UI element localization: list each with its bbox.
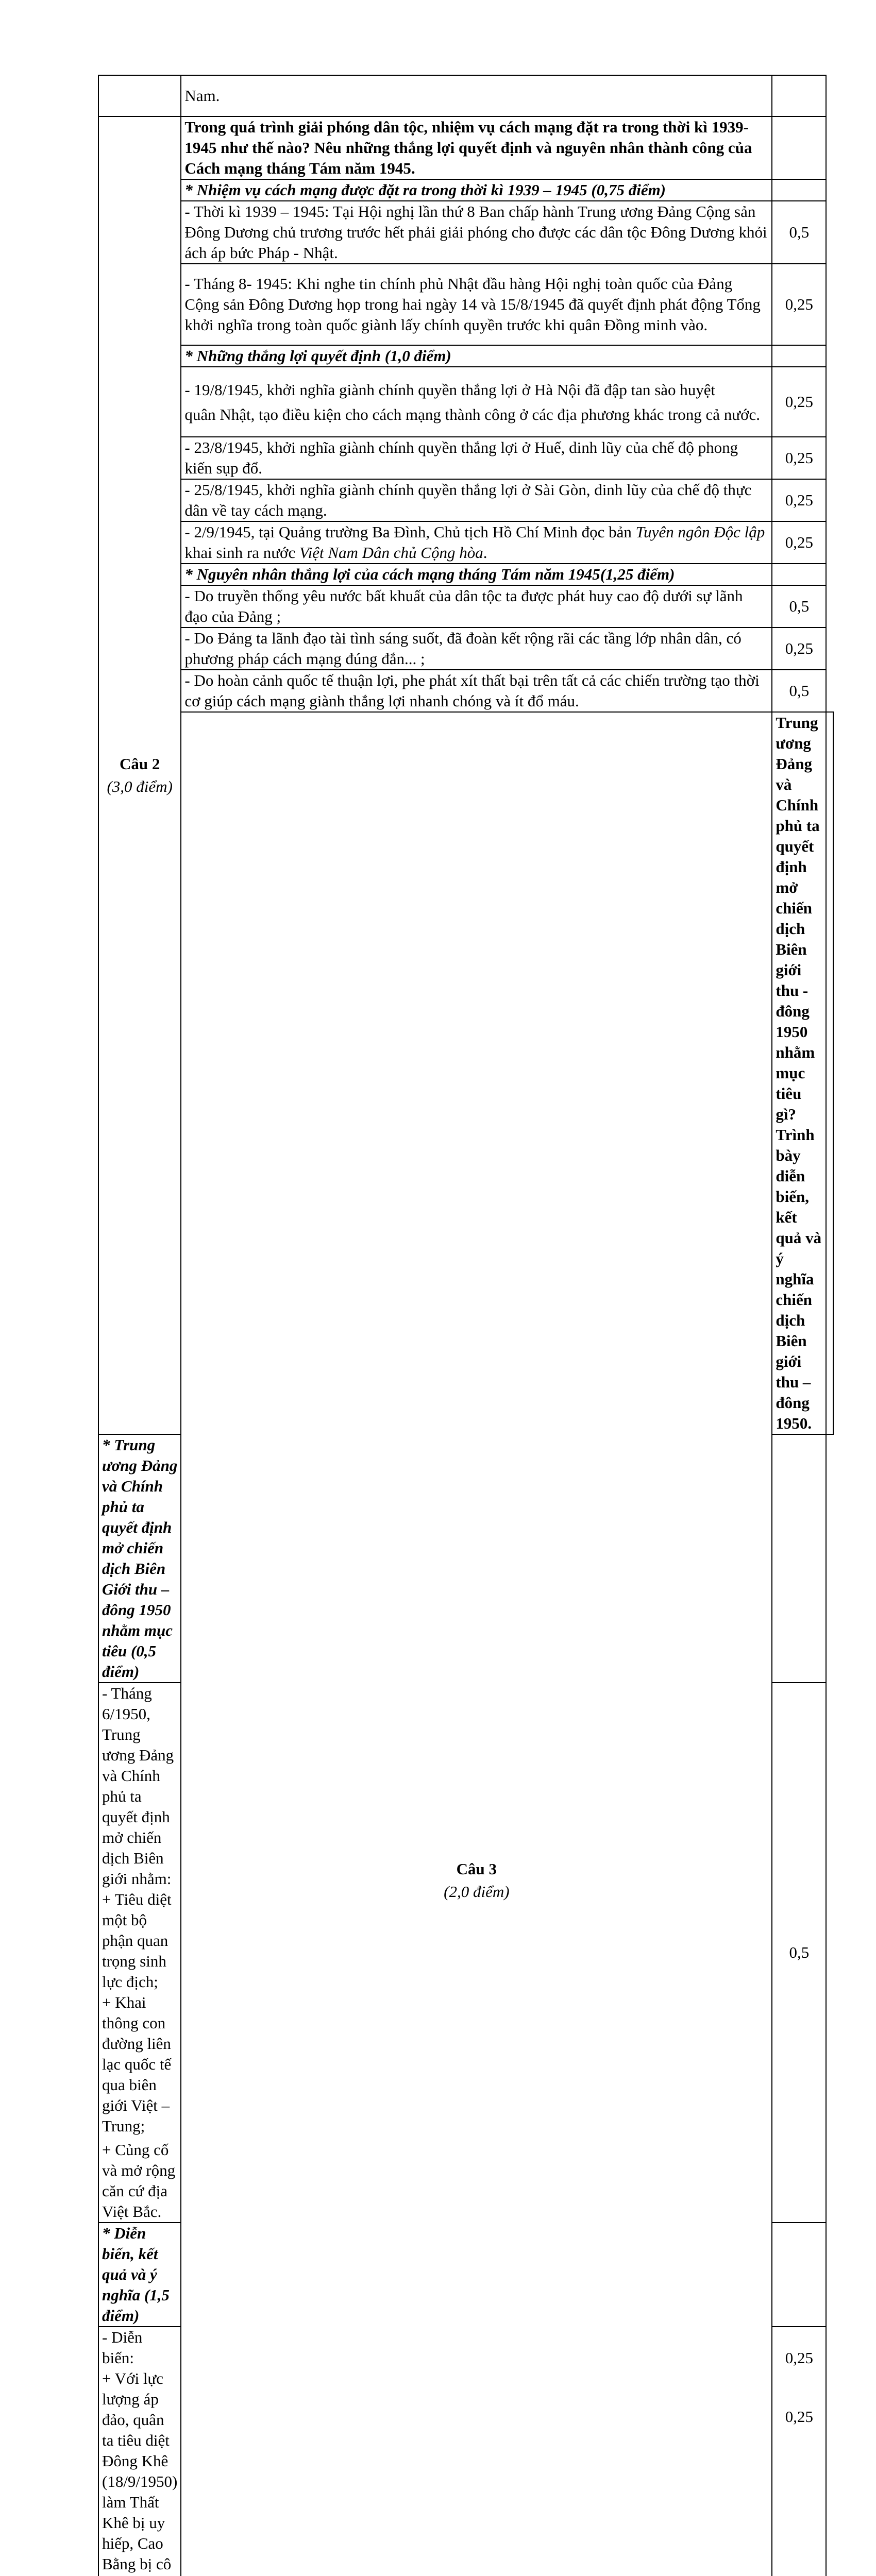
score-cell: [772, 1434, 826, 1683]
score-value: 0,25: [772, 521, 826, 564]
answer-item: [181, 367, 772, 437]
score-value: 0,25: [772, 264, 826, 345]
country-name: Việt Nam Dân chủ Cộng hòa: [299, 544, 483, 562]
score-cell: [826, 712, 833, 1434]
empty-label-cell: [98, 75, 181, 116]
question-number: Câu 2: [119, 755, 160, 773]
section-heading: * Diễn biến, kết quả và ý nghĩa (1,5 điểm): [98, 2223, 181, 2327]
empty-score-cell: [772, 75, 826, 116]
answer-table: [98, 75, 834, 2576]
answer-line: - Tháng 6/1950, Trung ương Đảng và Chính phủ ta quyết định mở chiến dịch Biên giới nhằm:: [102, 1684, 174, 1888]
answer-line: + Khai thông con đường liên lạc quốc tế qua biên giới Việt – Trung;: [102, 1993, 172, 2135]
answer-item: - 23/8/1945, khởi nghĩa giành chính quyền thắng lợi ở Huế, dinh lũy của chế độ phong kiến sụp đổ.: [181, 437, 772, 479]
score-value: 0,25: [785, 2349, 813, 2367]
answer-item: - 25/8/1945, khởi nghĩa giành chính quyền thắng lợi ở Sài Gòn, dinh lũy của chế độ thực dân về tay cách mạng.: [181, 479, 772, 521]
section-heading: * Nguyên nhân thắng lợi của cách mạng tháng Tám năm 1945(1,25 điểm): [181, 564, 772, 585]
answer-item: [98, 1683, 181, 2223]
answer-line: + Củng cố và mở rộng căn cứ địa Việt Bắc.: [102, 2141, 176, 2221]
question-points: (3,0 điểm): [107, 777, 173, 795]
answer-line: quân Nhật, tạo điều kiện cho cách mạng thành công ở các địa phương khác trong cả nước.: [184, 405, 760, 423]
question-label-cau3: [181, 712, 772, 2576]
row-text: Nam.: [181, 75, 772, 116]
answer-text: .: [483, 544, 487, 562]
answer-text: khai sinh ra nước: [184, 544, 299, 562]
section-heading: * Trung ương Đảng và Chính phủ ta quyết định mở chiến dịch Biên Giới thu – đông 1950 nhằm mục tiêu (0,5 điểm): [98, 1434, 181, 1683]
answer-line: - 19/8/1945, khởi nghĩa giành chính quyền thắng lợi ở Hà Nội đã đập tan sào huyệt: [184, 381, 716, 399]
score-value: 0,25: [772, 479, 826, 521]
score-cell: [772, 345, 826, 367]
score-cell: [772, 564, 826, 585]
answer-item: - Do truyền thống yêu nước bất khuất của dân tộc ta được phát huy cao độ dưới sự lãnh đạo của Đảng ;: [181, 585, 772, 628]
score-value: 0,25: [772, 367, 826, 437]
answer-item: [181, 521, 772, 564]
answer-item: - Tháng 8- 1945: Khi nghe tin chính phủ Nhật đầu hàng Hội nghị toàn quốc của Đảng Cộng sản Đông Dương họp trong hai ngày 14 và 15/8/1945 đã quyết định phát động Tổng khởi nghĩa trong toàn quốc giành lấy chính quyền trước khi quân Đồng minh vào.: [181, 264, 772, 345]
question-text: Trong quá trình giải phóng dân tộc, nhiệm vụ cách mạng đặt ra trong thời kì 1939-1945 như thế nào? Nêu những thắng lợi quyết định và nguyên nhân thành công của Cách mạng tháng Tám năm 1945.: [181, 116, 772, 179]
question-label-cau2: [98, 116, 181, 1434]
answer-item: - Thời kì 1939 – 1945: Tại Hội nghị lần thứ 8 Ban chấp hành Trung ương Đảng Cộng sản Đông Dương chủ trương trước hết phải giải phóng cho được các dân tộc Đông Dương khỏi ách áp bức Pháp - Nhật.: [181, 201, 772, 264]
score-value: 0,5: [772, 1683, 826, 2223]
answer-item: - Do hoàn cảnh quốc tế thuận lợi, phe phát xít thất bại trên tất cả các chiến trường tạo thời cơ giúp cách mạng giành thắng lợi nhanh chóng và ít đổ máu.: [181, 670, 772, 712]
answer-line: - Diễn biến:: [102, 2328, 143, 2367]
section-heading: * Những thắng lợi quyết định (1,0 điểm): [181, 345, 772, 367]
question-number: Câu 3: [456, 1860, 497, 1878]
score-value: 0,25: [772, 628, 826, 670]
score-value: 0,5: [772, 201, 826, 264]
answer-item: - Do Đảng ta lãnh đạo tài tình sáng suốt, đã đoàn kết rộng rãi các tầng lớp nhân dân, có phương pháp cách mạng đúng đắn... ;: [181, 628, 772, 670]
question-text: Trung ương Đảng và Chính phủ ta quyết định mở chiến dịch Biên giới thu - đông 1950 nhằm mục tiêu gì? Trình bày diễn biến, kết quả và ý nghĩa chiến dịch Biên giới thu – đông 1950.: [772, 712, 826, 1434]
answer-line: + Với lực lượng áp đảo, quân ta tiêu diệt Đông Khê (18/9/1950) làm Thất Khê bị uy hiếp, Cao Bằng bị cô: [102, 2369, 178, 2573]
score-cell: [772, 179, 826, 201]
answer-item: [98, 2327, 181, 2576]
score-value: 0,25: [785, 2408, 813, 2426]
score-value: 0,5: [772, 670, 826, 712]
document-title: Tuyên ngôn Độc lập: [635, 523, 765, 541]
score-value: 0,5: [772, 585, 826, 628]
score-pair: [772, 2327, 826, 2576]
question-points: (2,0 điểm): [444, 1883, 510, 1901]
section-heading: * Nhiệm vụ cách mạng được đặt ra trong thời kì 1939 – 1945 (0,75 điểm): [181, 179, 772, 201]
answer-text: - 2/9/1945, tại Quảng trường Ba Đình, Chủ tịch Hồ Chí Minh đọc bản: [184, 523, 636, 541]
score-cell: [772, 116, 826, 179]
answer-line: + Tiêu diệt một bộ phận quan trọng sinh lực địch;: [102, 1890, 172, 1991]
score-cell: [772, 2223, 826, 2327]
score-value: 0,25: [772, 437, 826, 479]
